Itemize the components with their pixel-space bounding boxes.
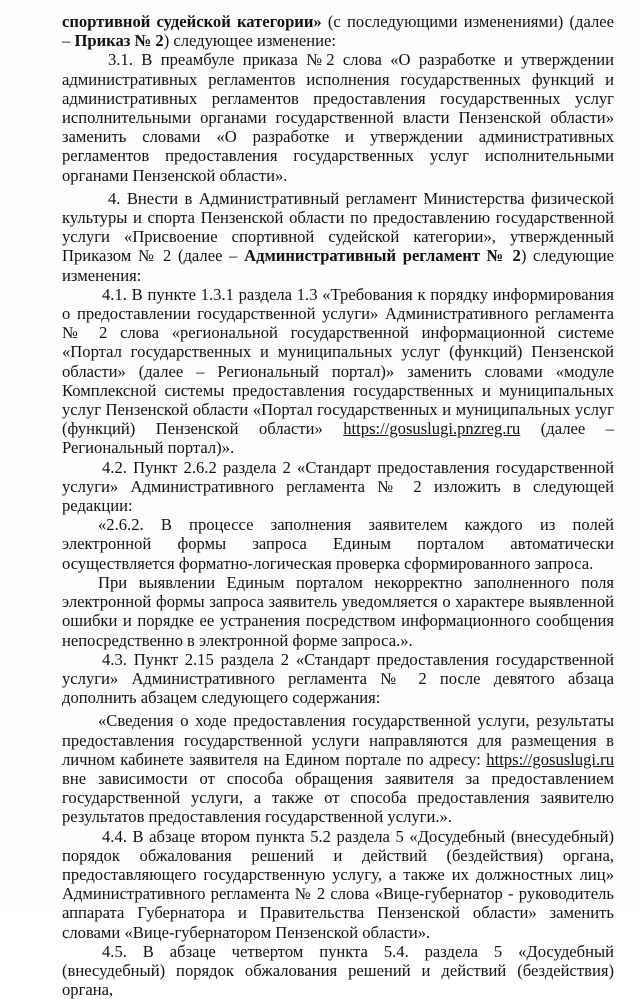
paragraph-4 (62, 189, 614, 285)
paragraph-status-text-end: вне зависимости от способа обращения заявителя за предоставлением государственной услуги, а также от способа предоставления заявителю результатов предоставления государственной услуги.». (62, 768, 614, 827)
paragraph-4-1-text: 4.1. В пункте 1.3.1 раздела 1.3 «Требования к порядку информирования о предоставлении государственной услуги» Административного регламента № 2 слова «региональной государственной информационной системе «Портал государственных и муниципальных услуг (функций) Пензенской области» (далее – Региональный портал)» заменить словами «модуле Комплексной системы предоставления государственных и муниципальных услуг Пензенской области «Портал государственных и муниципальных услуг (функций) Пензенской области» (62, 284, 614, 439)
paragraph-4-3: 4.3. Пункт 2.15 раздела 2 «Стандарт предоставления государственной услуги» Административного регламента № 2 после девятого абзаца дополнить абзацем следующего содержания: (62, 649, 614, 708)
regional-portal-link[interactable]: https://gosuslugi.pnzreg.ru (343, 419, 521, 439)
paragraph-2-6-2: «2.6.2. В процессе заполнения заявителем каждого из полей электронной формы запроса Единым порталом автоматически осуществляется форматно-логическая проверка сформированного запроса. (62, 515, 614, 573)
order-2-label: Приказ № 2 (74, 31, 164, 51)
category-title-bold: спортивной судейской категории» (62, 12, 322, 31)
paragraph-status-text: «Сведения о ходе предоставления государственной услуги, результаты предоставления государственной услуги направляются для размещения в личном кабинете заявителя на Едином портале по адресу: (62, 711, 614, 769)
paragraph-error-notice: При выявлении Единым порталом некорректно заполненного поля электронной формы запроса заявитель уведомляется о характере выявленной ошибки и порядке ее устранения посредством информационного сообщения непосредственно в электронной форме запроса.». (62, 572, 614, 650)
paragraph-4-5: 4.5. В абзаце четвертом пункта 5.4. раздела 5 «Досудебный (внесудебный) порядок обжалования решений и действий (бездействия) органа, (62, 941, 614, 999)
order-ref-text-end: ) следующее изменение: (163, 31, 337, 51)
paragraph-status-info (62, 711, 614, 826)
paragraph-4-4: 4.4. В абзаце втором пункта 5.2 раздела 5 «Досудебный (внесудебный) порядок обжалования решений и действий (бездействия) органа, предоставляющего государственную услугу, а также их должностных лиц» Административного регламента № 2 слова «Вице-губернатор - руководитель аппарата Губернатора и Правительства Пензенской области» заменить словами «Вице-губернатором Пензенской области». (62, 826, 614, 942)
paragraph-3-1: 3.1. В преамбуле приказа №2 слова «О разработке и утверждении административных регламентов исполнения государственных функций и административных регламентов предоставления государственных услуг исполнительными органами государственной власти Пензенской области» заменить словами «О разработке и утверждении административных регламентов предоставления государственных услуг исполнительными органами Пензенской области». (62, 50, 614, 185)
paragraph-4-text-end: ) следующие изменения: (62, 246, 614, 285)
order-ref-text: (с последующими изменениями) (далее – (62, 12, 614, 51)
paragraph-4-2: 4.2. Пункт 2.6.2 раздела 2 «Стандарт предоставления государственной услуги» Административного регламента № 2 изложить в следующей редакции: (62, 457, 614, 516)
paragraph-4-1 (62, 285, 614, 458)
regulation-2-label: Административный регламент № 2 (244, 246, 521, 266)
paragraph-4-1-text-end: (далее – Региональный портал)». (62, 419, 614, 458)
gosuslugi-link[interactable]: https://gosuslugi.ru (486, 749, 614, 769)
paragraph-order-ref (62, 12, 614, 50)
paragraph-4-text: 4. Внести в Административный регламент Министерства физической культуры и спорта Пензенской области по предоставлению государственной услуги «Присвоение спортивной судейской категории», утвержденный Приказом № 2 (далее – (62, 188, 614, 266)
